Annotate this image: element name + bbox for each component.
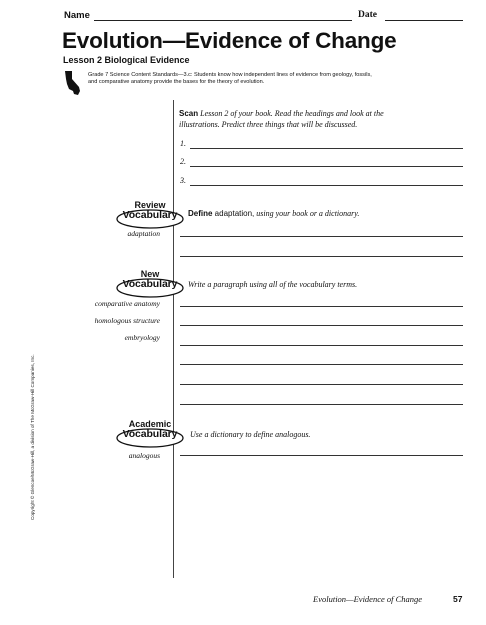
name-label: Name	[64, 10, 90, 21]
scan-prompt	[179, 108, 469, 130]
review-badge-top: Review	[134, 200, 166, 210]
scan-prompt-line-1: Lesson 2 of your book. Read the headings and look at the	[198, 109, 384, 118]
date-label: Date	[358, 10, 377, 20]
term-embryology: embryology	[124, 333, 160, 342]
standards-text	[88, 72, 458, 86]
new-vocab-line-3[interactable]	[180, 345, 463, 346]
academic-line-1[interactable]	[180, 455, 463, 456]
name-field[interactable]	[94, 20, 352, 21]
academic-badge-bottom: Vocabulary	[122, 428, 178, 440]
review-line-1[interactable]	[180, 236, 463, 237]
page-number: 57	[453, 594, 463, 604]
new-vocabulary-badge	[115, 268, 185, 300]
review-prompt	[188, 208, 468, 219]
scan-answer-line-3[interactable]	[190, 185, 463, 186]
review-prompt-mid: adaptation,	[212, 209, 255, 218]
new-vocab-line-4[interactable]	[180, 364, 463, 365]
scan-lead: Scan	[179, 109, 199, 118]
academic-prompt: Use a dictionary to define analogous.	[190, 430, 311, 439]
new-badge-bottom: Vocabulary	[122, 278, 178, 290]
scan-prompt-line-2: illustrations. Predict three things that will be discussed.	[179, 120, 358, 129]
academic-vocabulary-badge	[115, 418, 185, 450]
new-badge-top: New	[140, 269, 160, 279]
california-icon	[64, 70, 82, 96]
scan-number-2: 2.	[180, 157, 186, 166]
term-comparative-anatomy: comparative anatomy	[94, 299, 160, 308]
date-field[interactable]	[385, 20, 463, 21]
standards-line-1: Grade 7 Science Content Standards—3.c: Students know how independent lines of evidence from geology, fossils,	[88, 72, 372, 78]
footer-title: Evolution—Evidence of Change	[313, 594, 423, 604]
column-divider	[173, 100, 174, 578]
scan-number-1: 1.	[180, 139, 186, 148]
review-badge-bottom: Vocabulary	[122, 209, 178, 221]
new-vocab-prompt: Write a paragraph using all of the vocabulary terms.	[188, 280, 358, 289]
new-vocab-line-5[interactable]	[180, 384, 463, 385]
lesson-subtitle: Lesson 2 Biological Evidence	[63, 55, 190, 65]
term-homologous-structure: homologous structure	[94, 316, 160, 325]
review-line-2[interactable]	[180, 256, 463, 257]
review-prompt-tail: using your book or a dictionary.	[254, 209, 360, 218]
new-vocab-line-6[interactable]	[180, 404, 463, 405]
scan-number-3: 3.	[180, 176, 186, 185]
copyright-notice: Copyright © Glencoe/McGraw-Hill, a division of The McGraw-Hill Companies, Inc.	[30, 354, 35, 520]
page-title: Evolution—Evidence of Change	[62, 28, 397, 53]
scan-answer-line-1[interactable]	[190, 148, 463, 149]
standards-line-2: and comparative anatomy provide the bases for the theory of evolution.	[88, 79, 265, 86]
academic-badge-top: Academic	[128, 419, 172, 429]
new-vocab-line-1[interactable]	[180, 306, 463, 307]
term-adaptation: adaptation	[127, 229, 160, 238]
review-vocabulary-badge	[115, 199, 185, 231]
review-lead: Define	[188, 209, 213, 218]
new-vocab-line-2[interactable]	[180, 325, 463, 326]
term-analogous: analogous	[128, 451, 160, 460]
scan-answer-line-2[interactable]	[190, 166, 463, 167]
